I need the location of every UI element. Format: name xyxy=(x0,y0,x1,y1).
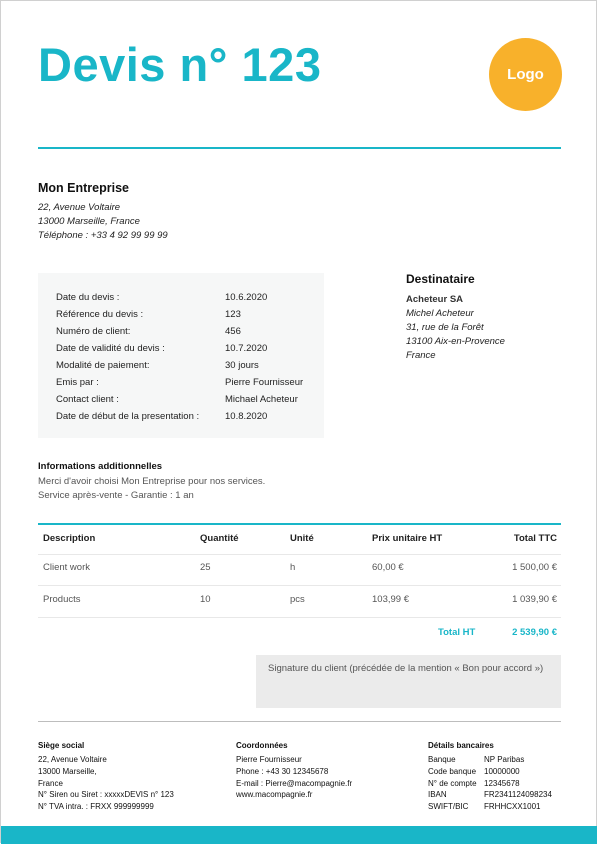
sender-name: Mon Entreprise xyxy=(38,181,129,195)
footer-contact xyxy=(236,740,352,801)
footer-contact-heading: Coordonnées xyxy=(236,741,288,750)
footer-contact-line: Pierre Fournisseur xyxy=(236,755,302,764)
col-header-unit-price: Prix unitaire HT xyxy=(372,533,443,544)
bank-key: SWIFT/BIC xyxy=(428,802,469,812)
cell-unit-price: 103,99 € xyxy=(372,594,409,605)
bank-row xyxy=(428,766,552,778)
bank-row xyxy=(428,778,552,790)
cell-total: 1 039,90 € xyxy=(512,594,557,605)
signature-box xyxy=(256,655,561,708)
sender-address-line: 22, Avenue Voltaire xyxy=(38,202,121,213)
footer-siege-line: 22, Avenue Voltaire xyxy=(38,755,107,764)
footer-divider xyxy=(38,721,561,722)
bank-value: FR23411240982​34 xyxy=(484,790,552,800)
footer-siege xyxy=(38,740,174,813)
additional-info-heading: Informations additionnelles xyxy=(38,461,163,472)
additional-info-line: Merci d'avoir choisi Mon Entreprise pour nos services. xyxy=(38,476,266,487)
row-divider xyxy=(38,554,561,555)
info-value: 10.7.2020 xyxy=(225,343,268,354)
info-label: Contact client : xyxy=(56,394,119,405)
footer-siege-line: France xyxy=(38,778,63,788)
info-label: Référence du devis : xyxy=(56,309,144,320)
info-value: 456 xyxy=(225,326,241,337)
info-value: 10.8.2020 xyxy=(225,411,268,422)
sender-phone: Téléphone : +33 4 92 99 99 99 xyxy=(38,230,168,241)
info-value: 10.6.2020 xyxy=(225,292,268,303)
row-divider xyxy=(38,617,561,618)
cell-unit-price: 60,00 € xyxy=(372,562,404,573)
cell-quantity: 25 xyxy=(200,562,211,573)
info-label: Date du devis : xyxy=(56,292,120,303)
cell-description: Client work xyxy=(43,562,90,573)
company-logo: Logo xyxy=(489,38,562,111)
info-value: 123 xyxy=(225,309,241,320)
cell-quantity: 10 xyxy=(200,594,211,605)
recipient-heading: Destinataire xyxy=(406,272,475,286)
bank-key: Banque xyxy=(428,755,456,764)
recipient-block xyxy=(406,272,505,363)
footer-contact-website: www.macompagnie.fr xyxy=(236,790,313,800)
bank-key: N° de compte xyxy=(428,778,477,788)
footer-accent-bar xyxy=(1,826,597,844)
cell-description: Products xyxy=(43,594,81,605)
bank-row xyxy=(428,801,552,813)
bank-value: 10000000 xyxy=(484,766,520,776)
recipient-line: Michel Acheteur xyxy=(406,308,474,319)
bank-value: FRHHCXX1001 xyxy=(484,802,541,812)
sender-address-line: 13000 Marseille, France xyxy=(38,216,140,227)
info-label: Emis par : xyxy=(56,377,99,388)
bank-row xyxy=(428,754,552,766)
col-header-description: Description xyxy=(43,533,96,544)
quote-info-box xyxy=(38,273,324,438)
cell-unit: pcs xyxy=(290,594,305,605)
col-header-quantity: Quantité xyxy=(200,533,239,544)
footer-siege-line: 13000 Marseille, xyxy=(38,766,97,776)
header-divider xyxy=(38,147,561,149)
info-label: Date de début de la presentation : xyxy=(56,411,200,422)
recipient-line: France xyxy=(406,350,436,361)
sender-block xyxy=(38,181,168,243)
col-header-unit: Unité xyxy=(290,533,314,544)
footer-contact-email: E-mail : Pierre@macompagnie.fr xyxy=(236,778,353,788)
info-value: Pierre Fournisseur xyxy=(225,377,304,388)
footer-siege-heading: Siège social xyxy=(38,741,85,750)
bank-row xyxy=(428,789,552,801)
footer-bank xyxy=(428,740,552,813)
footer-contact-line: Phone : +43 30 12345678 xyxy=(236,766,329,776)
recipient-line: 31, rue de la Forêt xyxy=(406,322,484,333)
footer-siege-line: N° Siren ou Siret : xxxxxDEVIS n° 123 xyxy=(38,790,174,800)
col-header-total: Total TTC xyxy=(513,533,557,544)
bank-key: Code banque xyxy=(428,766,477,776)
info-value: 30 jours xyxy=(225,360,259,371)
document-title: Devis n° 123 xyxy=(38,38,322,91)
info-label: Numéro de client: xyxy=(56,326,131,337)
row-divider xyxy=(38,585,561,586)
footer-bank-heading: Détails bancaires xyxy=(428,741,494,750)
bank-value: 12345678 xyxy=(484,778,520,788)
additional-info xyxy=(38,461,265,503)
signature-label: Signature du client (précédée de la mention « Bon pour accord ») xyxy=(268,663,544,674)
recipient-company: Acheteur SA xyxy=(406,294,464,305)
total-ht-value: 2 539,90 € xyxy=(512,627,557,638)
total-ht-label: Total HT xyxy=(438,627,476,638)
additional-info-line: Service après-vente - Garantie : 1 an xyxy=(38,490,194,501)
info-label: Date de validité du devis : xyxy=(56,343,165,354)
footer-siege-line: N° TVA intra. : FRXX 999999999 xyxy=(38,802,154,812)
recipient-line: 13100 Aix-en-Provence xyxy=(406,336,505,347)
bank-value: NP Paribas xyxy=(484,755,525,764)
table-top-border xyxy=(38,523,561,525)
bank-key: IBAN xyxy=(428,790,447,800)
cell-total: 1 500,00 € xyxy=(512,562,557,573)
cell-unit: h xyxy=(290,562,296,573)
info-value: Michael Acheteur xyxy=(225,394,298,405)
info-label: Modalité de paiement: xyxy=(56,360,150,371)
